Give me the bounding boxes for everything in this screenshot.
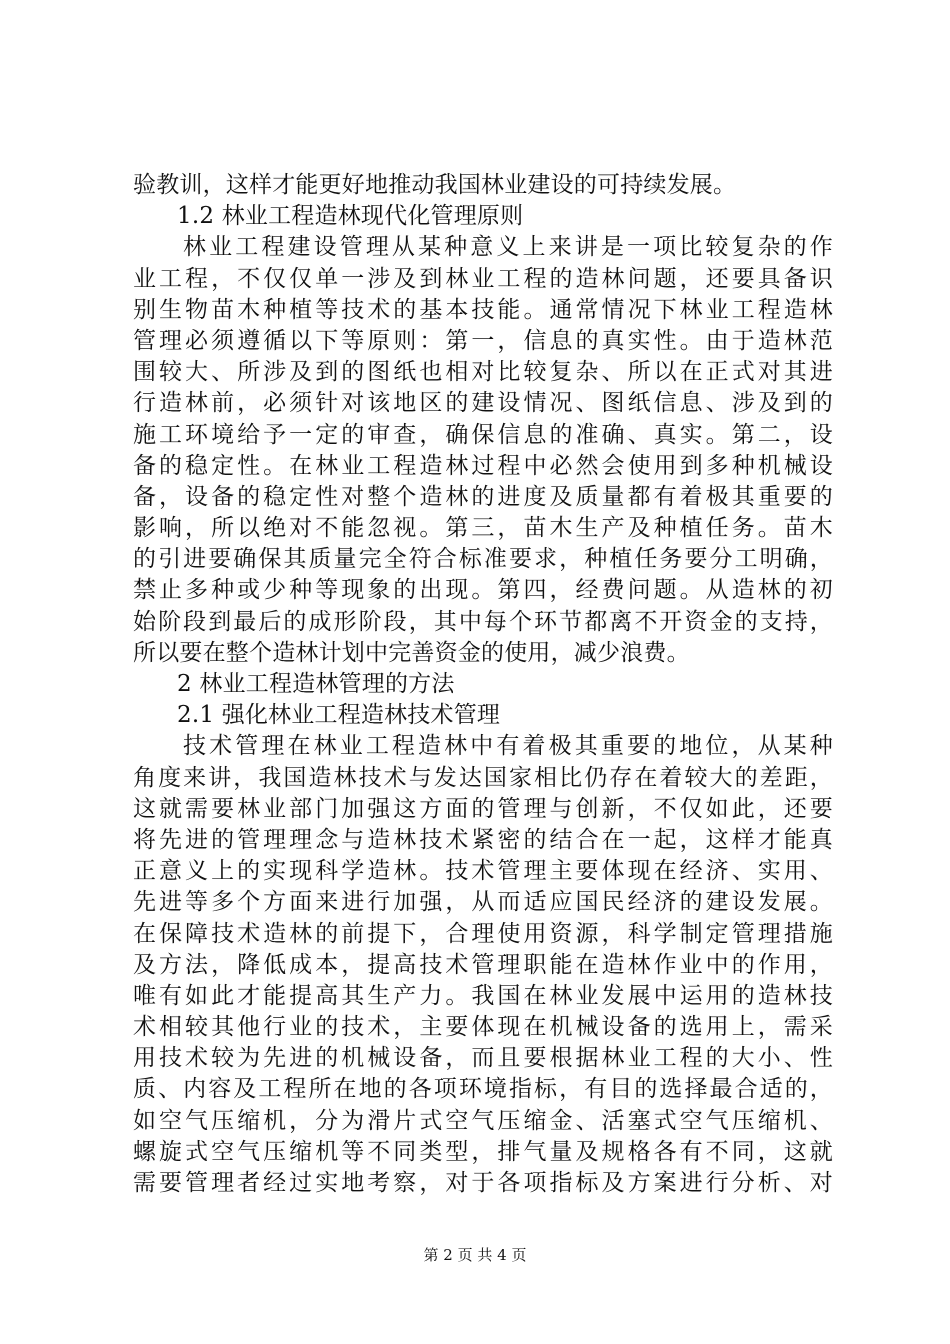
text-line: 唯有如此才能提高其生产力。我国在林业发展中运用的造林技 [133,982,833,1009]
paragraph-first-line: 林业工程建设管理从某种意义上来讲是一项比较复杂的作 [183,234,833,261]
text-line: 的引进要确保其质量完全符合标准要求，种植任务要分工明确， [133,546,833,573]
text-line: 在保障技术造林的前提下，合理使用资源，科学制定管理措施 [133,920,833,947]
section-heading: 2 林业工程造林管理的方法 [177,671,455,697]
document-body [133,170,833,1199]
text-line: 别生物苗木种植等技术的基本技能。通常情况下林业工程造林 [133,296,833,323]
text-line: 禁止多种或少种等现象的出现。第四，经费问题。从造林的初 [133,577,833,604]
text-line: 管理必须遵循以下等原则：第一，信息的真实性。由于造林范 [133,327,833,354]
text-line: 这就需要林业部门加强这方面的管理与创新，不仅如此，还要 [133,795,833,822]
text-line: 备的稳定性。在林业工程造林过程中必然会使用到多种机械设 [133,452,833,479]
text-line: 业工程，不仅仅单一涉及到林业工程的造林问题，还要具备识 [133,265,833,292]
text-line: 影响，所以绝对不能忽视。第三，苗木生产及种植任务。苗木 [133,515,833,542]
page-footer: 第 2 页 共 4 页 [423,1246,527,1264]
text-line: 所以要在整个造林计划中完善资金的使用，减少浪费。 [133,639,690,666]
text-line: 及方法，降低成本，提高技术管理职能在造林作业中的作用， [133,951,833,978]
text-line: 术相较其他行业的技术，主要体现在机械设备的选用上，需采 [133,1014,833,1041]
subsection-heading: 2.1 强化林业工程造林技术管理 [177,702,501,729]
text-line: 施工环境给予一定的审查，确保信息的准确、真实。第二，设 [133,421,833,448]
text-line: 围较大、所涉及到的图纸也相对比较复杂、所以在正式对其进 [133,359,833,386]
text-line: 先进等多个方面来进行加强，从而适应国民经济的建设发展。 [133,889,833,916]
text-line: 需要管理者经过实地考察，对于各项指标及方案进行分析、对 [133,1170,833,1196]
paragraph-first-line: 技术管理在林业工程造林中有着极其重要的地位，从某种 [183,733,833,760]
text-line: 行造林前，必须针对该地区的建设情况、图纸信息、涉及到的 [133,390,833,417]
section-heading: 1.2 林业工程造林现代化管理原则 [177,203,524,230]
text-line: 正意义上的实现科学造林。技术管理主要体现在经济、实用、 [133,858,833,885]
text-line: 将先进的管理理念与造林技术紧密的结合在一起，这样才能真 [133,826,833,853]
text-line: 如空气压缩机，分为滑片式空气压缩金、活塞式空气压缩机、 [133,1107,833,1134]
text-line: 用技术较为先进的机械设备，而且要根据林业工程的大小、性 [133,1045,833,1072]
text-line: 始阶段到最后的成形阶段，其中每个环节都离不开资金的支持， [133,608,833,635]
text-line: 验教训，这样才能更好地推动我国林业建设的可持续发展。 [133,172,737,198]
text-line: 质、内容及工程所在地的各项环境指标，有目的选择最合适的， [133,1076,833,1103]
text-line: 备，设备的稳定性对整个造林的进度及质量都有着极其重要的 [133,483,833,510]
text-line: 螺旋式空气压缩机等不同类型，排气量及规格各有不同，这就 [133,1138,833,1165]
text-line: 角度来讲，我国造林技术与发达国家相比仍存在着较大的差距， [133,764,833,791]
